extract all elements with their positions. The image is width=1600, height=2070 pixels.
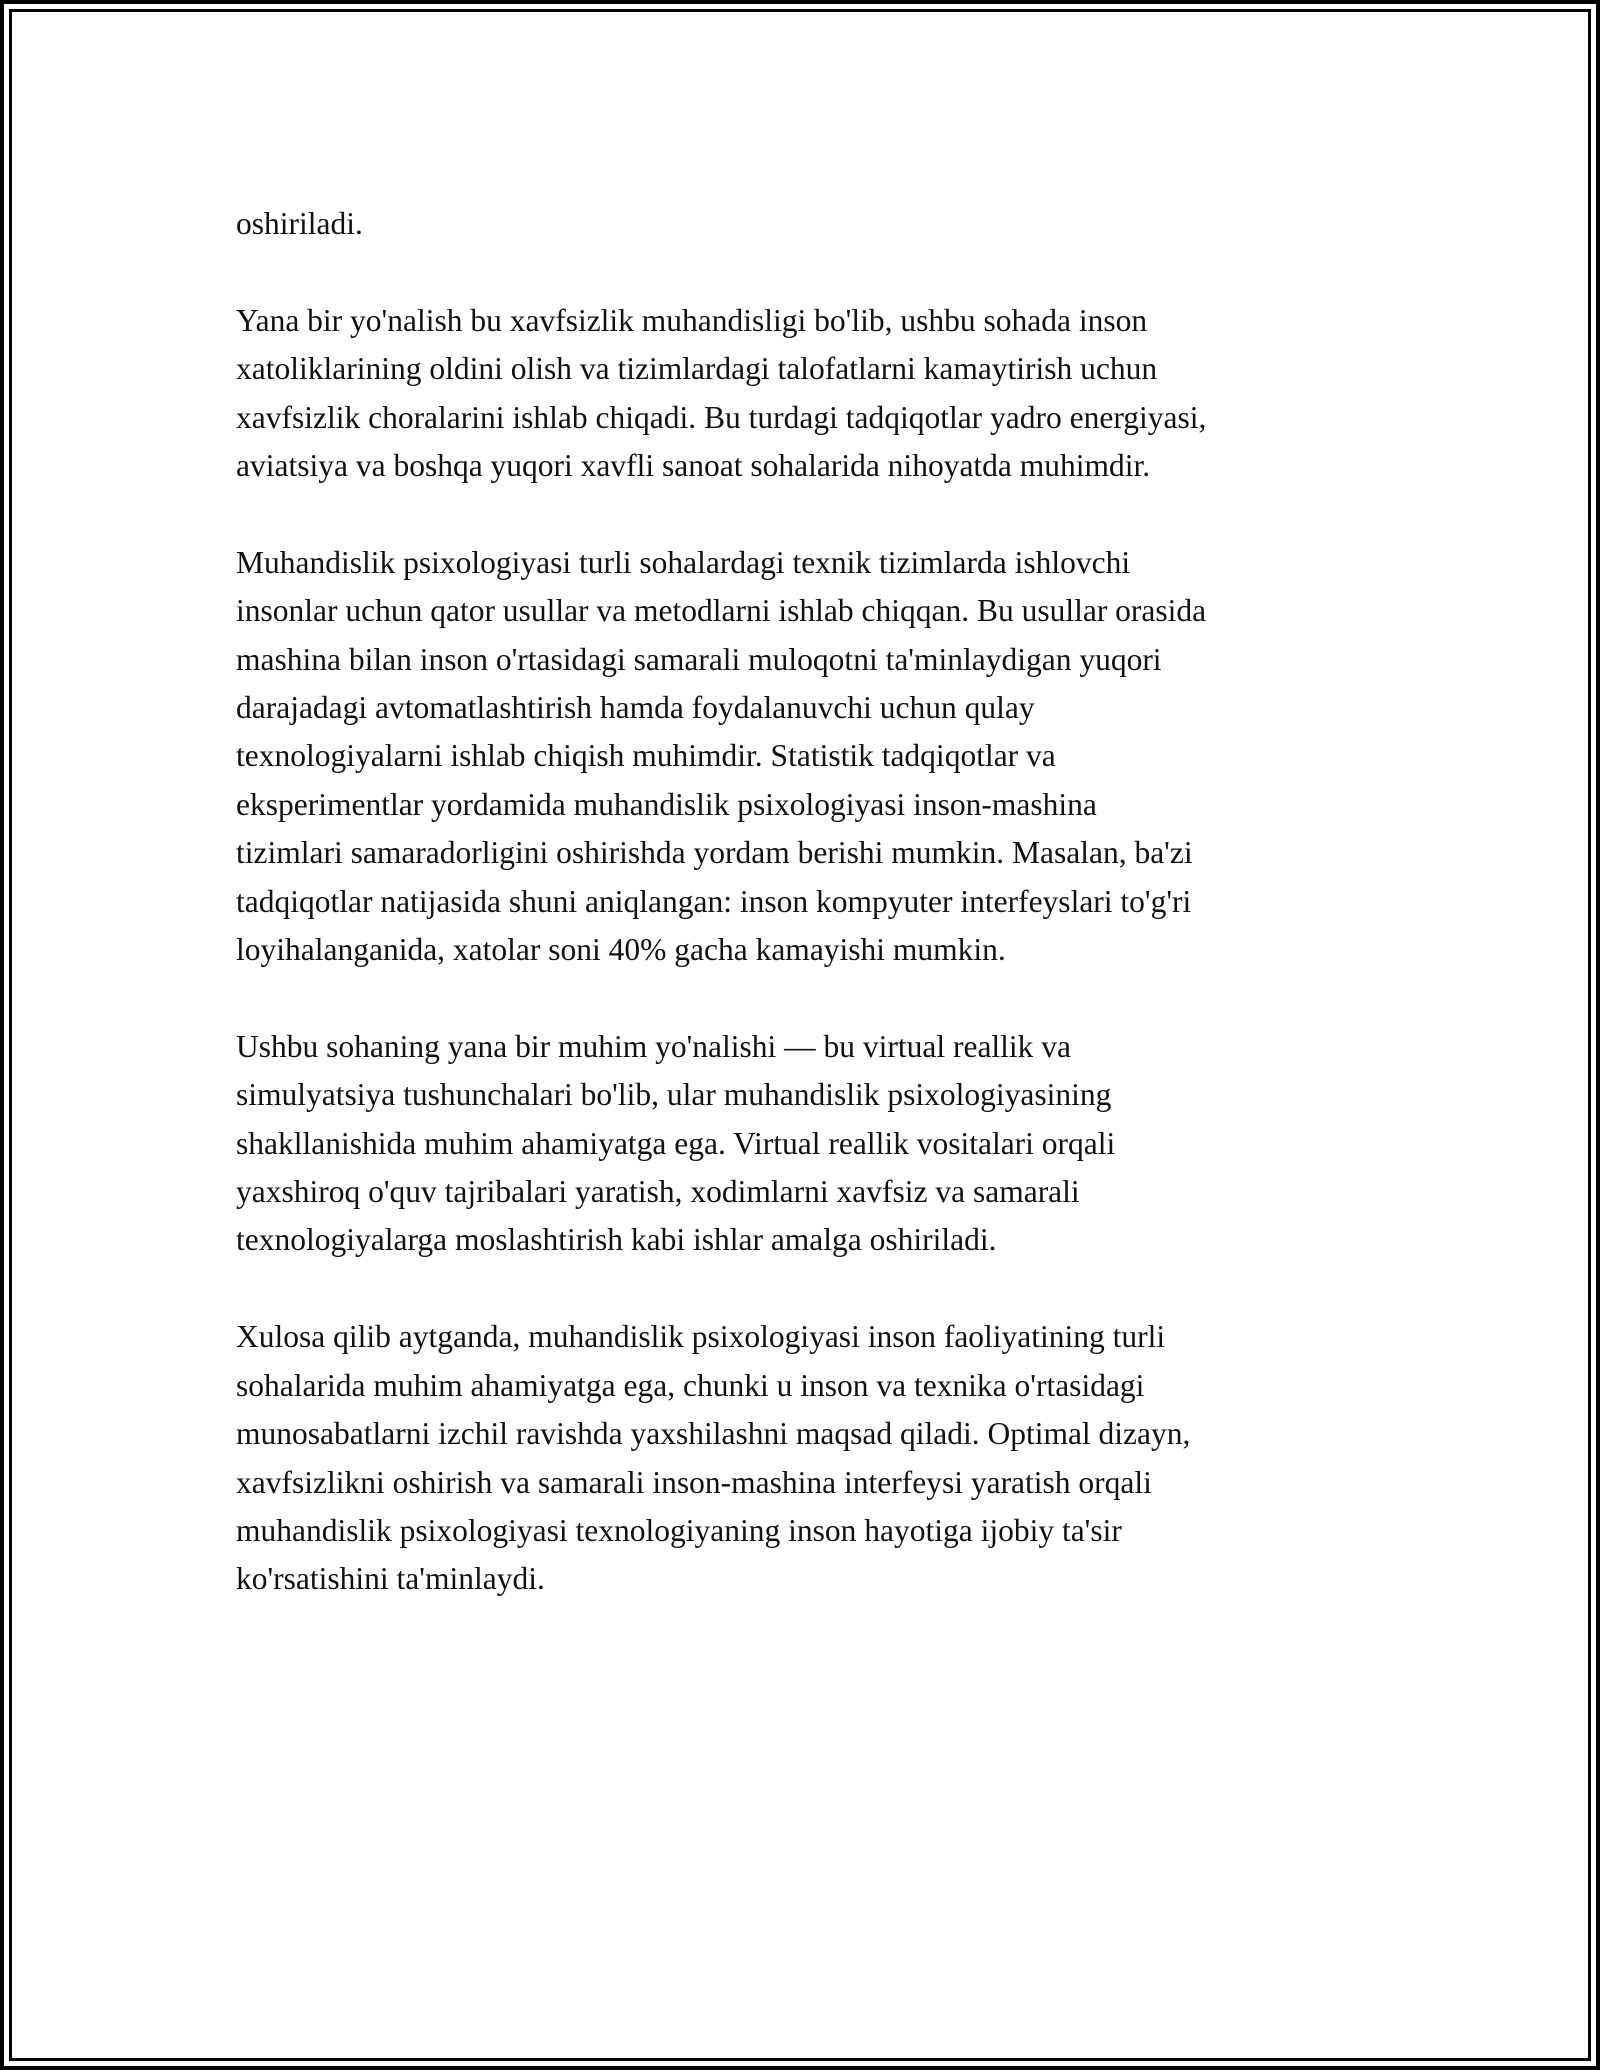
text-line: tizimlari samaradorligini oshirishda yordam berishi mumkin. Masalan, ba'zi	[236, 835, 1193, 871]
text-line: darajadagi avtomatlashtirish hamda foydalanuvchi uchun qulay	[236, 690, 1035, 726]
text-line: texnologiyalarga moslashtirish kabi ishlar amalga oshiriladi.	[236, 1222, 997, 1258]
text-line: oshiriladi.	[236, 206, 363, 241]
text-line: eksperimentlar yordamida muhandislik psixologiyasi inson-mashina	[236, 786, 1097, 822]
text-line: shakllanishida muhim ahamiyatga ega. Virtual reallik vositalari orqali	[236, 1125, 1116, 1161]
text-line: ko'rsatishini ta'minlaydi.	[236, 1561, 545, 1597]
document-body	[236, 200, 1396, 1652]
paragraph-virtual-reality	[236, 1023, 1396, 1265]
text-line: Ushbu sohaning yana bir muhim yo'nalishi — bu virtual reallik va	[236, 1028, 1072, 1064]
paragraph-continuation	[236, 200, 1396, 248]
paragraph-methods	[236, 539, 1396, 975]
text-line: munosabatlarni izchil ravishda yaxshilashni maqsad qiladi. Optimal dizayn,	[236, 1416, 1191, 1452]
text-line: mashina bilan inson o'rtasidagi samarali muloqotni ta'minlaydigan yuqori	[236, 641, 1162, 677]
text-line: sohalarida muhim ahamiyatga ega, chunki u inson va texnika o'rtasidagi	[236, 1367, 1145, 1403]
page-border-inner	[9, 9, 1591, 2061]
text-line: xatoliklarining oldini olish va tizimlardagi talofatlarni kamaytirish uchun	[236, 351, 1158, 387]
text-line: loyihalanganida, xatolar soni 40% gacha kamayishi mumkin.	[236, 932, 1006, 968]
text-line: aviatsiya va boshqa yuqori xavfli sanoat sohalarida nihoyatda muhimdir.	[236, 448, 1151, 484]
text-line: tadqiqotlar natijasida shuni aniqlangan: inson kompyuter interfeyslari to'g'ri	[236, 883, 1192, 919]
text-line: texnologiyalarni ishlab chiqish muhimdir. Statistik tadqiqotlar va	[236, 738, 1056, 774]
paragraph-safety-engineering	[236, 297, 1396, 491]
text-line: xavfsizlikni oshirish va samarali inson-mashina interfeysi yaratish orqali	[236, 1464, 1152, 1500]
text-line: yaxshiroq o'quv tajribalari yaratish, xodimlarni xavfsiz va samarali	[236, 1174, 1080, 1210]
text-line: Xulosa qilib aytganda, muhandislik psixologiyasi inson faoliyatining turli	[236, 1319, 1166, 1355]
text-line: Yana bir yo'nalish bu xavfsizlik muhandisligi bo'lib, ushbu sohada inson	[236, 302, 1148, 338]
text-line: insonlar uchun qator usullar va metodlarni ishlab chiqqan. Bu usullar orasida	[236, 593, 1207, 629]
text-line: xavfsizlik choralarini ishlab chiqadi. Bu turdagi tadqiqotlar yadro energiyasi,	[236, 399, 1207, 435]
text-line: muhandislik psixologiyasi texnologiyaning inson hayotiga ijobiy ta'sir	[236, 1512, 1122, 1548]
text-line: Muhandislik psixologiyasi turli sohalardagi texnik tizimlarda ishlovchi	[236, 544, 1131, 580]
paragraph-conclusion	[236, 1313, 1396, 1603]
text-line: simulyatsiya tushunchalari bo'lib, ular muhandislik psixologiyasining	[236, 1077, 1112, 1113]
